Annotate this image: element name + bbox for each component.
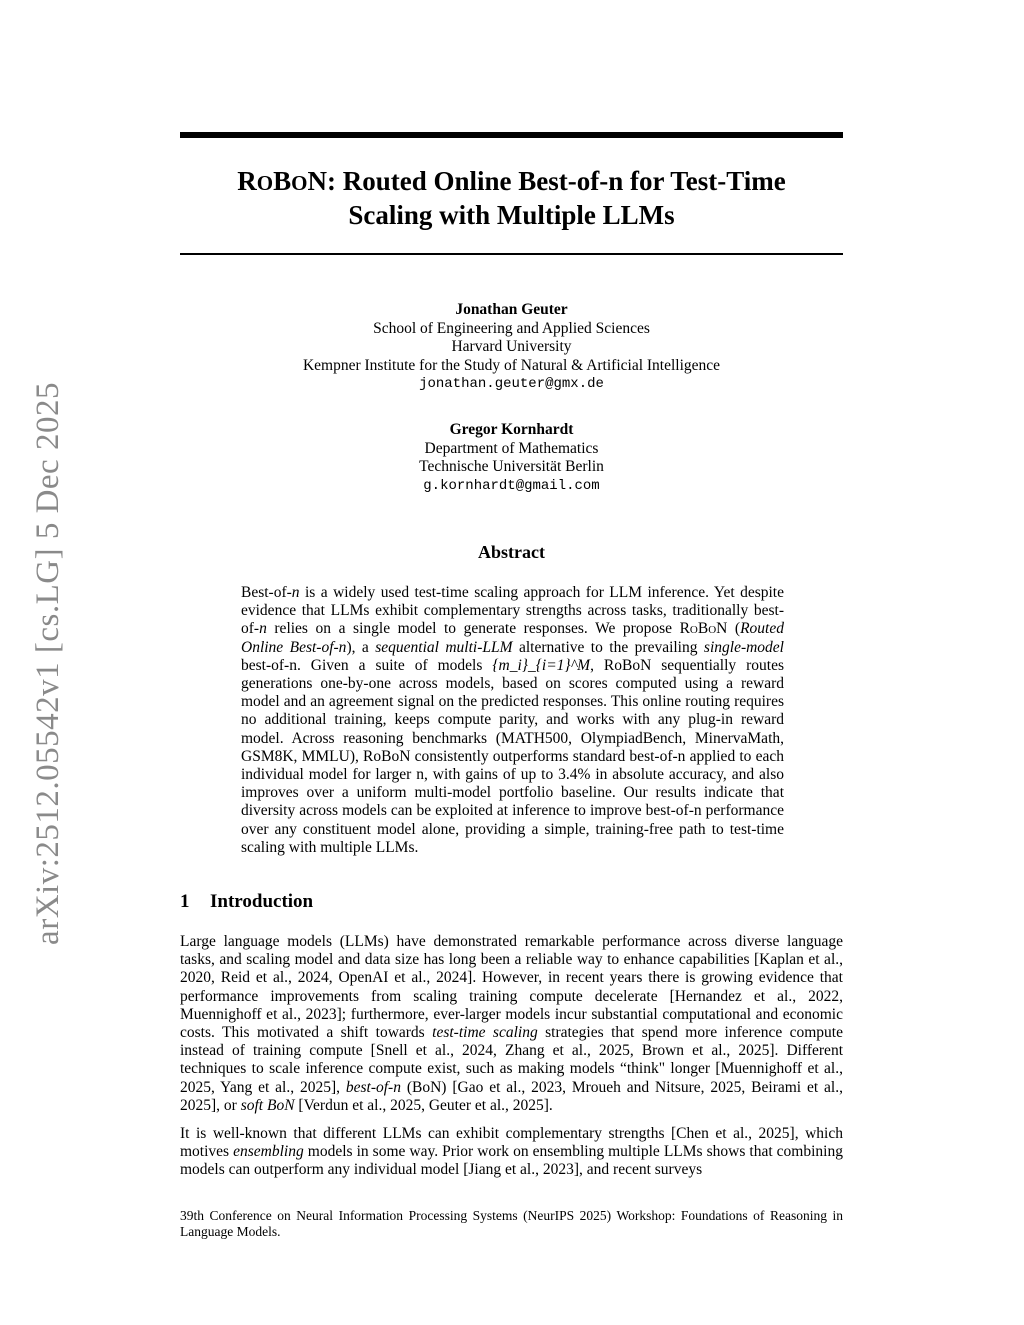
conference-footnote: 39th Conference on Neural Information Processing Systems (NeurIPS 2025) Workshop: Foundations of Reasoning in Language Models. (180, 1208, 843, 1239)
title-name-b: B (273, 166, 292, 196)
author-1-affiliation-1: School of Engineering and Applied Sciences (373, 319, 650, 337)
abstract-n: n (291, 584, 300, 601)
intro-p2-text-b: models in some way. Prior work on ensembling multiple LLMs shows that combining models can outperform any individual model [Jiang et al., 2023], and recent surveys (180, 1143, 843, 1179)
intro-p1-italic-3: soft BoN (240, 1096, 295, 1114)
abstract-heading: Abstract (478, 542, 545, 562)
author-1 (180, 301, 843, 394)
author-1-name: Jonathan Geuter (455, 301, 568, 318)
intro-paragraph-2 (180, 1125, 843, 1180)
intro-p1-italic-2: best-of-n (345, 1078, 401, 1096)
abstract-text-7: best-of-n. Given a suite of models (241, 656, 493, 674)
section-number: 1 (180, 891, 190, 912)
author-2-affiliation-2: Technische Universität Berlin (419, 458, 604, 475)
title-top-rule (180, 132, 843, 138)
intro-p1-text-a: Large language models (LLMs) have demonstrated remarkable performance across diverse language tasks, and scaling model and data size has long been a reliable way to enhance capabilities [Kaplan et al., 2020, Reid et al., 2024, OpenAI et al., 2024]. However, in recent years there is growing evidence that performance improvements from scaling training compute decelerate [Hernandez et al., 2022, Muennighoff et al., 2023]; furthermore, ever-larger models incur substantial computational and economic costs. This motivated a shift towards (180, 933, 843, 1042)
abstract-italic-3: single-model (703, 638, 784, 656)
abstract-text-1: Best-of- (241, 584, 292, 601)
abstract-italic-2: sequential multi-LLM (375, 638, 513, 656)
title-name-o2: O (291, 171, 308, 195)
abstract-text-3: relies on a single model to generate responses. We propose (266, 620, 680, 638)
title-name-o: O (256, 171, 274, 195)
abstract-n-2: n (259, 620, 267, 638)
intro-p1-text-d: [Verdun et al., 2025, Geuter et al., 2025]. (294, 1096, 553, 1114)
abstract-text-2: is a widely used test-time scaling approach for LLM inference. Yet despite evidence that LLMs exhibit complementary strengths across tasks, traditionally best-of- (241, 584, 784, 638)
abstract-text-5: ), a (346, 638, 376, 656)
title-name-r: R (237, 166, 257, 196)
author-2 (180, 421, 843, 495)
arxiv-sidebar-stamp (18, 380, 78, 946)
title-line-2: Scaling with Multiple LLMs (348, 200, 675, 230)
abstract-math: {m_i}_{i=1}^M (492, 656, 591, 674)
section-heading (180, 891, 313, 913)
intro-p1-text-b: strategies that spend more inference compute instead of training compute [Snell et al., 2024, Zhang et al., 2025, Brown et al., 2025]. Different techniques to scale inference compute exist, such as making models “think" longer [Muennighoff et al., 2025, Yang et al., 2025], (180, 1024, 843, 1096)
abstract-italic-1: Routed Online Best-of-n (241, 620, 784, 656)
author-2-affiliation-1: Department of Mathematics (424, 439, 599, 457)
abstract-text-6: alternative to the prevailing (512, 638, 704, 656)
intro-paragraph-1 (180, 933, 843, 1115)
author-1-affiliation-3: Kempner Institute for the Study of Natural & Artificial Intelligence (302, 356, 721, 374)
author-2-email[interactable]: g.kornhardt@gmail.com (423, 477, 600, 494)
abstract-text-4: ( (727, 620, 741, 638)
intro-p1-italic-1: test-time scaling (432, 1024, 538, 1042)
title-line-1: : Routed Online Best-of-n for Test-Time (326, 166, 786, 196)
title-name-n: N (307, 166, 327, 196)
author-1-affiliation-2: Harvard University (451, 338, 572, 355)
title-bottom-rule (180, 253, 843, 255)
abstract-body (241, 584, 784, 857)
intro-p2-italic-1: ensembling (233, 1143, 304, 1161)
section-title: Introduction (210, 891, 314, 912)
abstract-text-8: , RoBoN sequentially routes generations one-by-one across models, based on scores computed using a reward model and an agreement signal on the predicted responses. This online routing requires no additional training, keeps compute parity, and works with any plug-in reward model. Across reasoning benchmarks (MATH500, OlympiadBench, MinervaMath, GSM8K, MMLU), RoBoN consistently outperforms standard best-of-n applied to each individual model for larger n, with gains of up to 3.4% in absolute accuracy, and also improves over a uniform multi-model portfolio baseline. Our results indicate that diversity across models can be exploited at inference to improve best-of-n performance over any constituent model alone, providing a simple, training-free path to test-time scaling with multiple LLMs. (241, 656, 784, 856)
author-2-name: Gregor Kornhardt (449, 421, 574, 438)
intro-p2-text-a: It is well-known that different LLMs can exhibit complementary strengths [Chen et al., 2025], which motives (180, 1125, 843, 1161)
abstract-robon: RoBoN (679, 620, 728, 638)
paper-title (180, 165, 843, 231)
intro-p1-text-c: (BoN) [Gao et al., 2023, Mroueh and Nitsure, 2025, Beirami et al., 2025], or (180, 1078, 843, 1114)
arxiv-id: arXiv:2512.05542v1 [cs.LG] 5 Dec 2025 (29, 381, 66, 945)
author-1-email[interactable]: jonathan.geuter@gmx.de (419, 376, 604, 392)
